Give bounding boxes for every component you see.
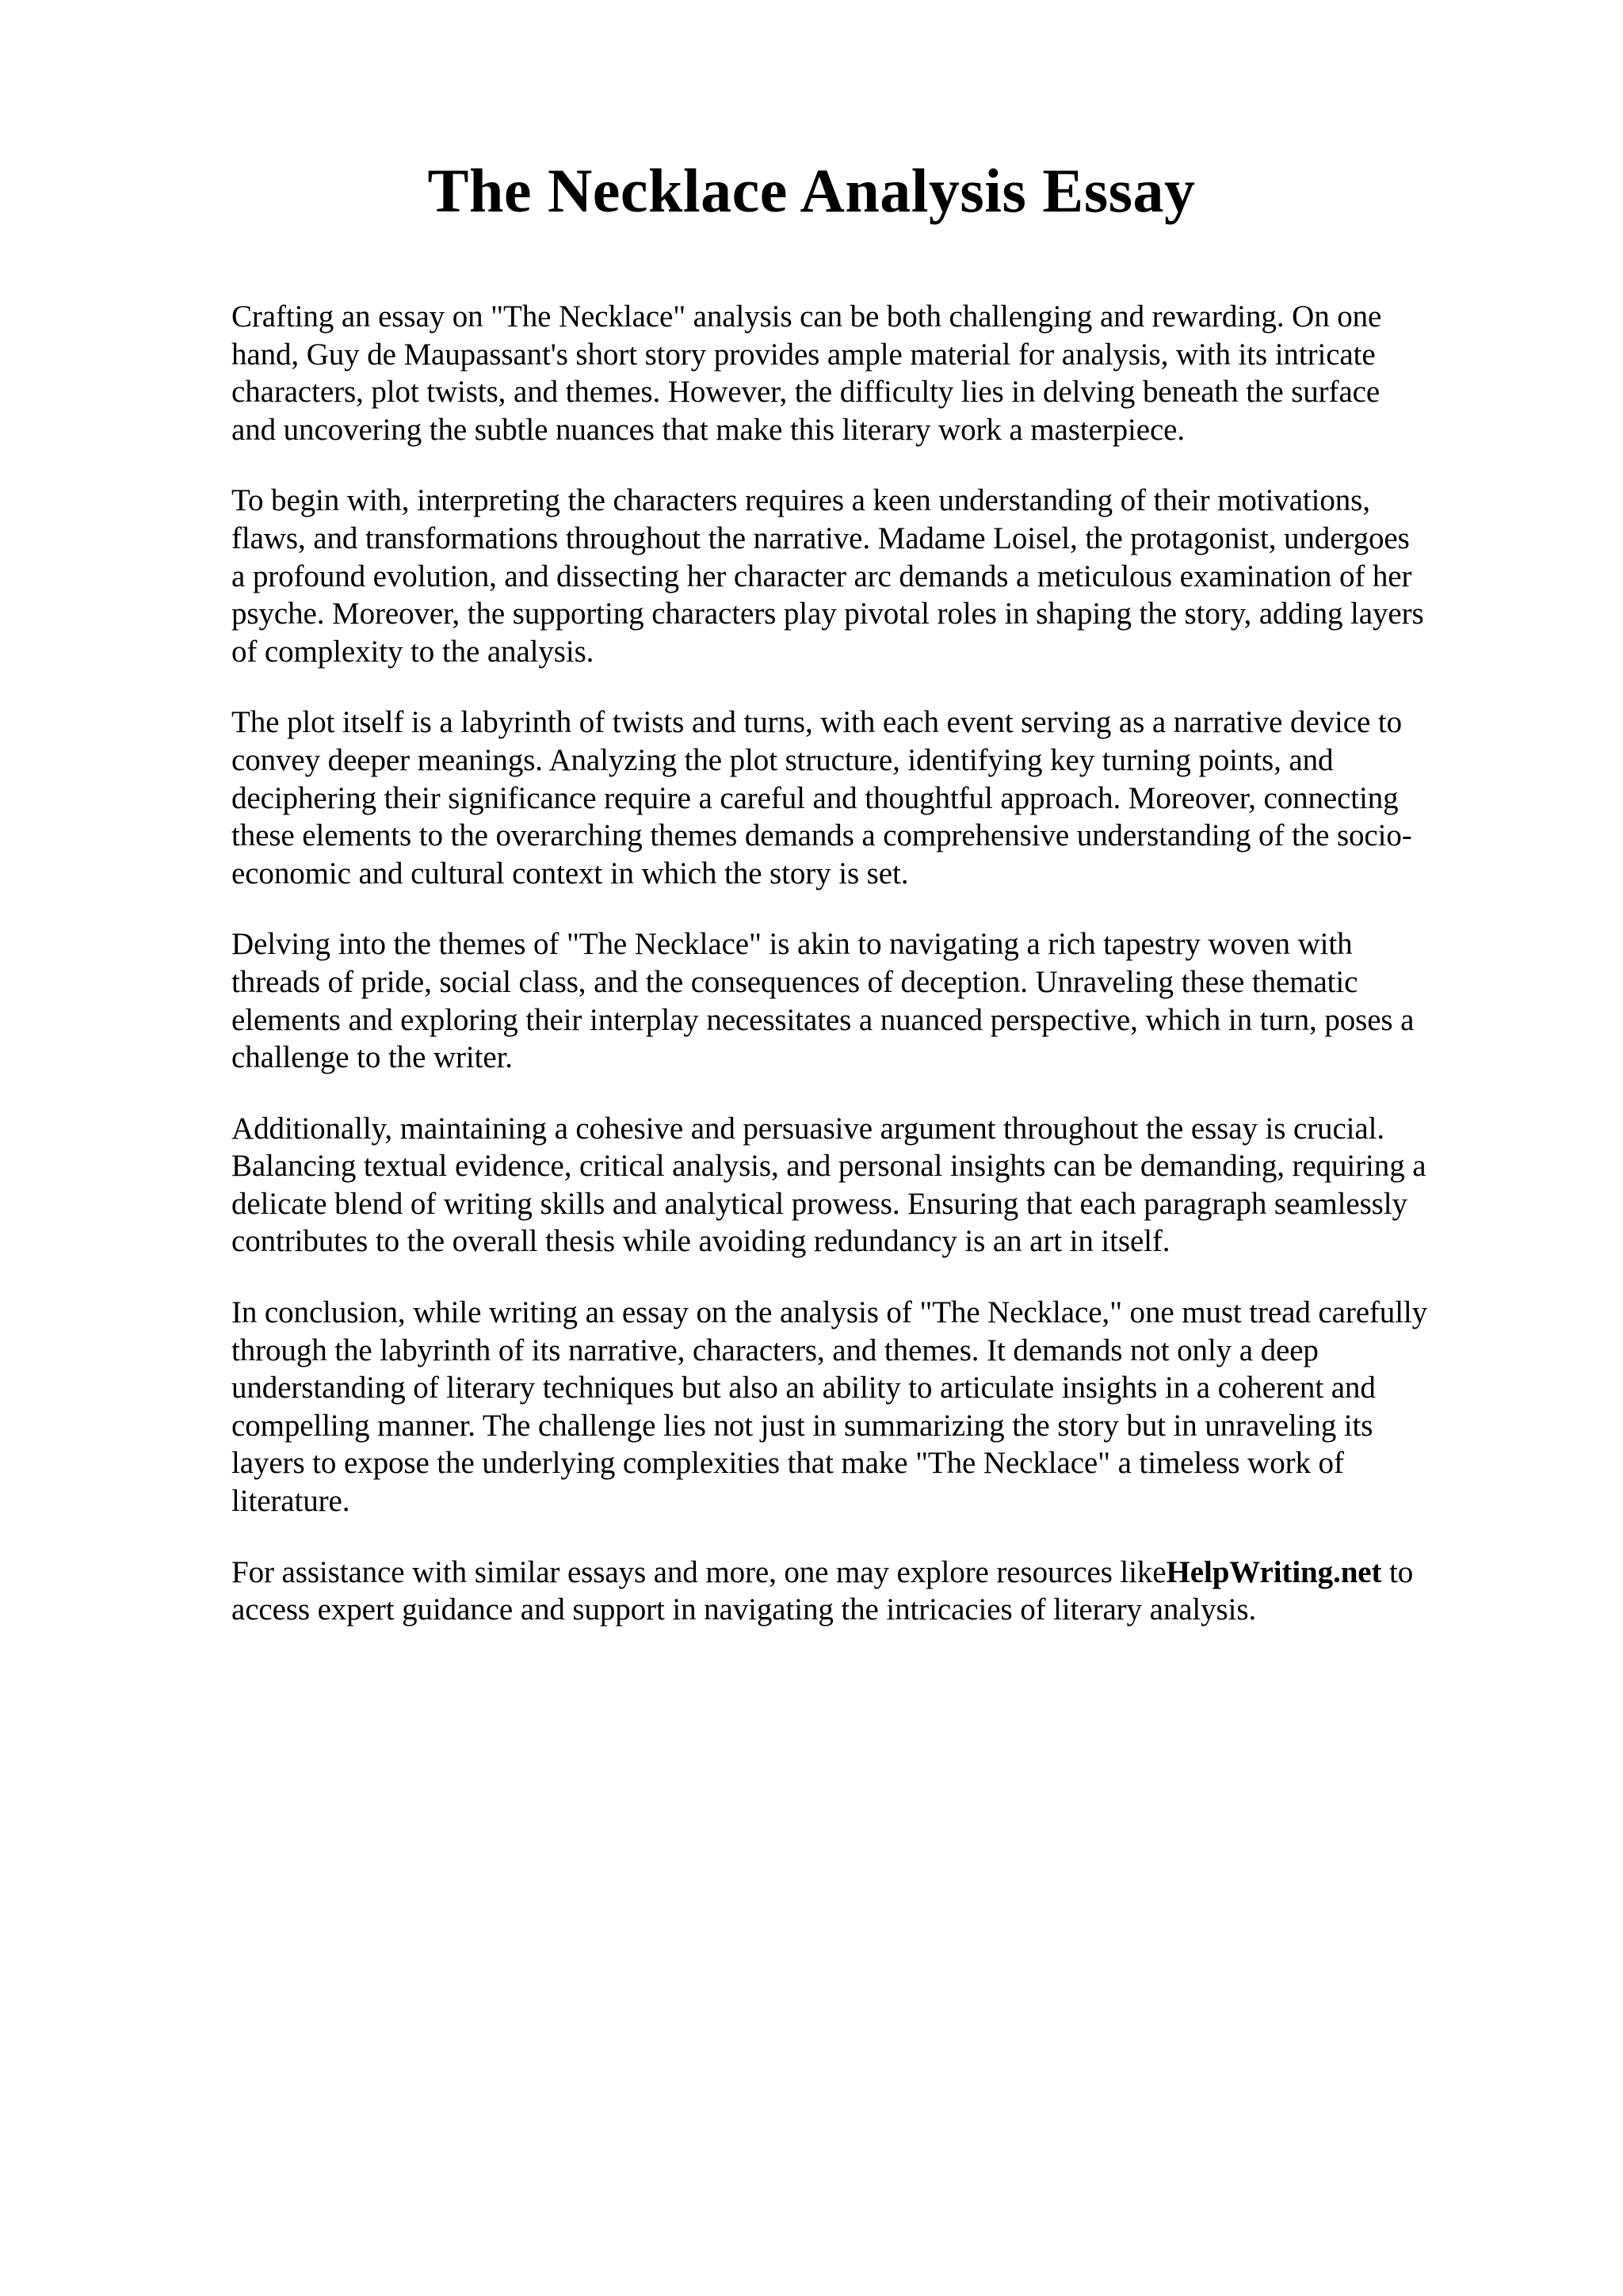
text-line: characters, plot twists, and themes. However, the difficulty lies in delving beneath the surface	[231, 375, 1381, 410]
text-line: elements and exploring their interplay necessitates a nuanced perspective, which in turn, poses a	[231, 1002, 1415, 1037]
paragraph-3	[231, 704, 1531, 892]
text-line: convey deeper meanings. Analyzing the plot structure, identifying key turning points, and	[231, 742, 1334, 777]
text-line: and uncovering the subtle nuances that make this literary work a masterpiece.	[231, 412, 1186, 447]
text-line: In conclusion, while writing an essay on the analysis of "The Necklace," one must tread carefully	[231, 1295, 1428, 1330]
paragraph-6	[231, 1294, 1531, 1520]
text-line: The plot itself is a labyrinth of twists and turns, with each event serving as a narrative device to	[231, 705, 1402, 740]
text-line: Crafting an essay on "The Necklace" analysis can be both challenging and rewarding. On one	[231, 299, 1382, 334]
text-line: flaws, and transformations throughout the narrative. Madame Loisel, the protagonist, undergoes	[231, 521, 1410, 555]
text-line: economic and cultural context in which the story is set.	[231, 856, 909, 891]
closing-text-after-link: to	[1381, 1554, 1414, 1589]
text-line: contributes to the overall thesis while avoiding redundancy is an art in itself.	[231, 1224, 1170, 1259]
text-line: deciphering their significance require a careful and thoughtful approach. Moreover, connecting	[231, 780, 1399, 815]
paragraph-4	[231, 925, 1531, 1076]
text-line: Delving into the themes of "The Necklace" is akin to navigating a rich tapestry woven with	[231, 927, 1353, 962]
text-line: literature.	[231, 1484, 350, 1519]
text-line: Additionally, maintaining a cohesive and persuasive argument throughout the essay is crucial.	[231, 1111, 1384, 1146]
text-line	[231, 1554, 1531, 1592]
paragraph-1	[231, 298, 1531, 448]
paragraph-5	[231, 1110, 1531, 1261]
text-line: through the labyrinth of its narrative, characters, and themes. It demands not only a deep	[231, 1333, 1319, 1367]
text-line: access expert guidance and support in navigating the intricacies of literary analysis.	[231, 1592, 1257, 1627]
closing-text-before-link: For assistance with similar essays and more, one may explore resources like	[231, 1554, 1167, 1589]
text-line: delicate blend of writing skills and analytical prowess. Ensuring that each paragraph seamlessly	[231, 1186, 1407, 1221]
text-line: threads of pride, social class, and the consequences of deception. Unraveling these thematic	[231, 964, 1358, 999]
text-line: layers to expose the underlying complexities that make "The Necklace" a timeless work of	[231, 1446, 1344, 1481]
text-line: these elements to the overarching themes demands a comprehensive understanding of the socio-	[231, 818, 1412, 853]
text-line: challenge to the writer.	[231, 1040, 513, 1075]
paragraph-2	[231, 482, 1531, 670]
text-line: compelling manner. The challenge lies not just in summarizing the story but in unraveling its	[231, 1408, 1373, 1443]
text-line: of complexity to the analysis.	[231, 634, 594, 669]
essay-body	[231, 298, 1531, 1662]
text-line: Balancing textual evidence, critical analysis, and personal insights can be demanding, requiring a	[231, 1149, 1426, 1184]
page-title: The Necklace Analysis Essay	[427, 156, 1196, 225]
text-line: understanding of literary techniques but also an ability to articulate insights in a coherent and	[231, 1371, 1376, 1405]
text-line: hand, Guy de Maupassant's short story provides ample material for analysis, with its intricate	[231, 337, 1376, 372]
text-line: a profound evolution, and dissecting her character arc demands a meticulous examination of her	[231, 559, 1412, 593]
text-line: To begin with, interpreting the characters requires a keen understanding of their motivations,	[231, 483, 1370, 518]
closing-paragraph	[231, 1554, 1531, 1629]
text-line: psyche. Moreover, the supporting characters play pivotal roles in shaping the story, adding layers	[231, 597, 1424, 631]
helpwriting-link[interactable]: HelpWriting.net	[1166, 1554, 1382, 1589]
